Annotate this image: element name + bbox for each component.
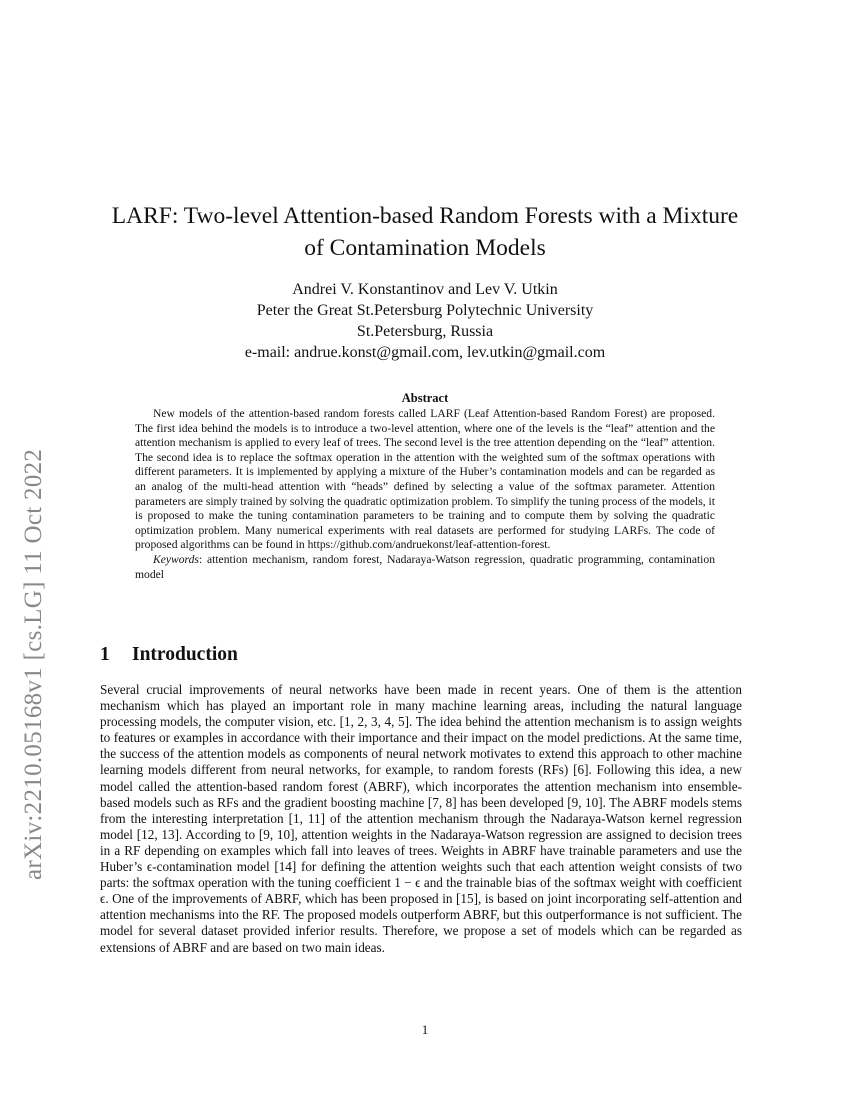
- keywords-separator: :: [198, 552, 207, 566]
- keywords-line: [135, 553, 715, 582]
- paper-title: LARF: Two-level Attention-based Random Forests with a Mixture of Contamination Models: [111, 203, 739, 261]
- keywords-label: Keywords: [153, 552, 199, 566]
- section-title: Introduction: [132, 644, 238, 665]
- introduction-paragraph: Several crucial improvements of neural networks have been made in recent years. One of them is the attention mechanism which has played an important role in many machine learning areas, including the natural language processing models, the computer vision, etc. [1, 2, 3, 4, 5]. The idea behind the attention mechanism is to assign weights to features or examples in accordance with their importance and their impact on the model predictions. At the same time, the success of the attention models as components of neural network motivates to extend this approach to other machine learning models different from neural networks, for example, to random forests (RFs) [6]. Following this idea, a new model called the attention-based random forest (ABRF), which incorporates the attention mechanism into ensemble-based models such as RFs and the gradient boosting machine [7, 8] has been developed [9, 10]. The ABRF models stems from the interesting interpretation [1, 11] of the attention mechanism through the Nadaraya-Watson kernel regression model [12, 13]. According to [9, 10], attention weights in the Nadaraya-Watson regression are assigned to decision trees in a RF depending on examples which fall into leaves of trees. Weights in ABRF have trainable parameters and use the Huber’s ϵ-contamination model [14] for defining the attention weights such that each attention weight consists of two parts: the softmax operation with the tuning coefficient 1 − ϵ and the trainable bias of the softmax weight with coefficient ϵ. One of the improvements of ABRF, which has been proposed in [15], is based on joint incorporating self-attention and attention mechanisms into the RF. The proposed models outperform ABRF, but this outperformance is not sufficient. The model for several dataset provided inferior results. Therefore, we propose a set of models which can be regarded as extensions of ABRF and are based on two main ideas.: [100, 682, 742, 955]
- introduction-body: [100, 682, 742, 956]
- keywords-list: attention mechanism, random forest, Nadaraya-Watson regression, quadratic programming, contamination model: [135, 552, 715, 581]
- abstract-heading: Abstract: [401, 391, 449, 405]
- abstract-paragraph: New models of the attention-based random forests called LARF (Leaf Attention-based Random Forest) are proposed. The first idea behind the models is to introduce a two-level attention, where one of the levels is the “leaf” attention and the attention mechanism is applied to every leaf of trees. The second level is the tree attention depending on the “leaf” attention. The second idea is to replace the softmax operation in the attention with the weighted sum of the softmax operations with different parameters. It is implemented by applying a mixture of the Huber’s contamination models and can be regarded as an analog of the multi-head attention with “heads” defined by selecting a value of the softmax parameter. Attention parameters are simply trained by solving the quadratic optimization problem. To simplify the tuning process of the models, it is proposed to make the tuning contamination parameters to be training and to compute them by solving the quadratic optimization problem. Many numerical experiments with real datasets are performed for studying LARFs. The code of proposed algorithms can be found in https://github.com/andruekonst/leaf-attention-forest.: [135, 407, 715, 552]
- page-number: 1: [421, 1022, 429, 1037]
- author-affiliation: Peter the Great St.Petersburg Polytechnic University: [256, 302, 594, 319]
- arxiv-identifier-text: arXiv:2210.05168v1 [cs.LG] 11 Oct 2022: [20, 448, 47, 880]
- section-heading-introduction: [100, 644, 750, 666]
- author-email: e-mail: andrue.konst@gmail.com, lev.utkin@gmail.com: [244, 344, 606, 361]
- author-block: [100, 279, 750, 363]
- author-location: St.Petersburg, Russia: [356, 323, 494, 340]
- author-names: Andrei V. Konstantinov and Lev V. Utkin: [292, 281, 558, 298]
- section-number: 1: [100, 644, 110, 665]
- abstract-body: [135, 407, 715, 582]
